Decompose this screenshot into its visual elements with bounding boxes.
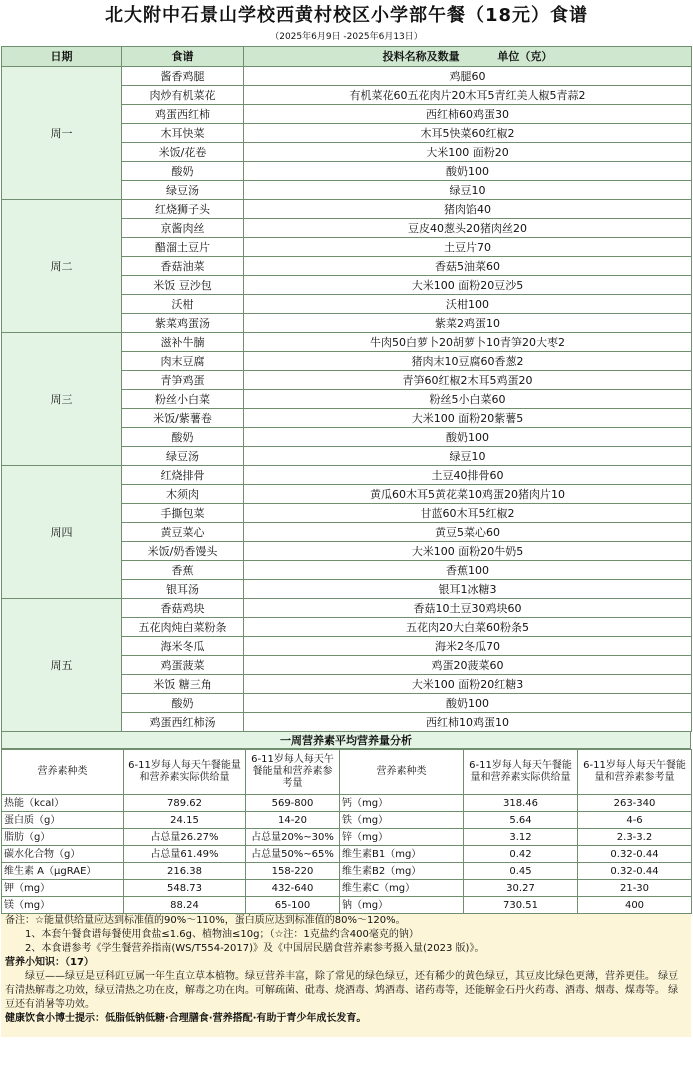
actual-value: 占总量61.49% [124,846,246,863]
dish-cell: 红烧排骨 [122,466,244,485]
page-title: 北大附中石景山学校西黄村校区小学部午餐（18元）食谱 [104,5,589,26]
nutrition-row [2,812,692,829]
nutrient-name: 钠（mg） [340,897,464,914]
health-tip: 健康饮食小博士提示：低脂低钠低糖·合理膳食·营养搭配·有助于青少年成长发育。 [5,1013,367,1024]
knowledge-heading: 营养小知识：（17） [5,957,94,968]
dish-cell: 银耳汤 [122,580,244,599]
dish-cell: 青笋鸡蛋 [122,371,244,390]
ingredients-cell: 西红柿10鸡蛋10 [244,713,692,732]
nutrition-header-actual2: 6-11岁每人每天午餐能量和营养素实际供给量 [464,750,578,795]
reference-value: 4-6 [578,812,692,829]
header-ingredients [244,47,692,67]
ingredients-cell: 酸奶100 [244,428,692,447]
date-range: （2025年6月9日 -2025年6月13日） [270,32,423,42]
menu-header-row [2,47,692,67]
dish-cell: 木耳快菜 [122,124,244,143]
nutrient-name: 维生素C（mg） [340,880,464,897]
actual-value: 0.45 [464,863,578,880]
reference-value: 569-800 [246,795,340,812]
reference-value: 432-640 [246,880,340,897]
reference-value: 占总量50%~65% [246,846,340,863]
header-unit-label: 单位（克） [497,50,553,63]
dish-cell: 香菇油菜 [122,257,244,276]
nutrition-row [2,880,692,897]
ingredients-cell: 银耳1冰糖3 [244,580,692,599]
dish-cell: 肉末豆腐 [122,352,244,371]
header-ingredients-label: 投料名称及数量 [382,50,460,63]
ingredients-cell: 猪肉馅40 [244,200,692,219]
ingredients-cell: 大米100 面粉20红糖3 [244,675,692,694]
nutrient-name: 维生素B2（mg） [340,863,464,880]
dish-cell: 鸡蛋西红柿汤 [122,713,244,732]
actual-value: 0.42 [464,846,578,863]
day-cell: 周二 [2,200,122,333]
nutrient-name: 脂肪（g） [2,829,124,846]
nutrient-name: 维生素 A（μgRAE） [2,863,124,880]
header-date: 日期 [2,47,122,67]
ingredients-cell: 紫菜2鸡蛋10 [244,314,692,333]
dish-cell: 海米冬瓜 [122,637,244,656]
dish-cell: 绿豆汤 [122,181,244,200]
nutrition-title: 一周营养素平均营养量分析 [1,732,691,749]
ingredients-cell: 豆皮40葱头20猪肉丝20 [244,219,692,238]
dish-cell: 鸡蛋西红柿 [122,105,244,124]
actual-value: 24.15 [124,812,246,829]
ingredients-cell: 西红柿60鸡蛋30 [244,105,692,124]
ingredients-cell: 酸奶100 [244,694,692,713]
dish-cell: 红烧狮子头 [122,200,244,219]
notes-section [1,914,691,1037]
ingredients-cell: 海米2冬瓜70 [244,637,692,656]
menu-row [2,333,692,352]
dish-cell: 粉丝小白菜 [122,390,244,409]
dish-cell: 酸奶 [122,162,244,181]
actual-value: 5.64 [464,812,578,829]
reference-value: 21-30 [578,880,692,897]
reference-value: 2.3-3.2 [578,829,692,846]
ingredients-cell: 香菇5油菜60 [244,257,692,276]
actual-value: 730.51 [464,897,578,914]
ingredients-cell: 五花肉20大白菜60粉条5 [244,618,692,637]
ingredients-cell: 大米100 面粉20 [244,143,692,162]
note-1: 1、本套午餐食谱每餐使用食盐≤1.6g、植物油≤10g；（☆注：1克盐约含400毫克的钠） [25,929,419,940]
nutrition-table [1,749,692,914]
ingredients-cell: 大米100 面粉20牛奶5 [244,542,692,561]
nutrient-name: 蛋白质（g） [2,812,124,829]
menu-table [1,46,692,732]
day-cell: 周三 [2,333,122,466]
dish-cell: 香蕉 [122,561,244,580]
ingredients-cell: 鸡蛋20菠菜60 [244,656,692,675]
ingredients-cell: 绿豆10 [244,447,692,466]
dish-cell: 京酱肉丝 [122,219,244,238]
nutrition-row [2,846,692,863]
menu-row [2,599,692,618]
dish-cell: 米饭 豆沙包 [122,276,244,295]
nutrition-row [2,829,692,846]
menu-row [2,466,692,485]
actual-value: 30.27 [464,880,578,897]
dish-cell: 滋补牛腩 [122,333,244,352]
dish-cell: 米饭/花卷 [122,143,244,162]
ingredients-cell: 牛肉50白萝卜20胡萝卜10青笋20大枣2 [244,333,692,352]
day-cell: 周四 [2,466,122,599]
dish-cell: 香菇鸡块 [122,599,244,618]
nutrition-header-actual: 6-11岁每人每天午餐能量和营养素实际供给量 [124,750,246,795]
menu-row [2,200,692,219]
nutrition-header-row [2,750,692,795]
ingredients-cell: 黄豆5菜心60 [244,523,692,542]
nutrient-name: 碳水化合物（g） [2,846,124,863]
nutrient-name: 维生素B1（mg） [340,846,464,863]
ingredients-cell: 土豆40排骨60 [244,466,692,485]
ingredients-cell: 土豆片70 [244,238,692,257]
ingredients-cell: 绿豆10 [244,181,692,200]
reference-value: 0.32-0.44 [578,863,692,880]
nutrition-header-ref: 6-11岁每人每天午餐能量和营养素参考量 [246,750,340,795]
note-2: 2、本食谱参考《学生餐营养指南(WS/T554-2017)》及《中国居民膳食营养素参考摄入量(2023 版)》。 [25,943,485,954]
nutrient-name: 镁（mg） [2,897,124,914]
nutrient-name: 铁（mg） [340,812,464,829]
ingredients-cell: 木耳5快菜60红椒2 [244,124,692,143]
nutrient-name: 钾（mg） [2,880,124,897]
ingredients-cell: 香蕉100 [244,561,692,580]
ingredients-cell: 大米100 面粉20紫薯5 [244,409,692,428]
reference-value: 占总量20%~30% [246,829,340,846]
dish-cell: 黄豆菜心 [122,523,244,542]
dish-cell: 酸奶 [122,694,244,713]
actual-value: 548.73 [124,880,246,897]
dish-cell: 沃柑 [122,295,244,314]
dish-cell: 木须肉 [122,485,244,504]
nutrient-name: 热能（kcal） [2,795,124,812]
nutrition-header-kind2: 营养素种类 [340,750,464,795]
dish-cell: 米饭/紫薯卷 [122,409,244,428]
note-0: 备注：☆能量供给量应达到标准值的90%～110%，蛋白质应达到标准值的80%～120%。 [5,915,406,926]
nutrition-header-kind: 营养素种类 [2,750,124,795]
actual-value: 占总量26.27% [124,829,246,846]
day-cell: 周一 [2,67,122,200]
reference-value: 14-20 [246,812,340,829]
reference-value: 400 [578,897,692,914]
dish-cell: 米饭 糖三角 [122,675,244,694]
ingredients-cell: 青笋60红椒2木耳5鸡蛋20 [244,371,692,390]
actual-value: 88.24 [124,897,246,914]
actual-value: 789.62 [124,795,246,812]
dish-cell: 鸡蛋菠菜 [122,656,244,675]
dish-cell: 醋溜土豆片 [122,238,244,257]
ingredients-cell: 大米100 面粉20豆沙5 [244,276,692,295]
reference-value: 0.32-0.44 [578,846,692,863]
reference-value: 158-220 [246,863,340,880]
actual-value: 3.12 [464,829,578,846]
dish-cell: 米饭/奶香馒头 [122,542,244,561]
ingredients-cell: 粉丝5小白菜60 [244,390,692,409]
header-dish: 食谱 [122,47,244,67]
actual-value: 318.46 [464,795,578,812]
dish-cell: 五花肉炖白菜粉条 [122,618,244,637]
nutrient-name: 锌（mg） [340,829,464,846]
reference-value: 263-340 [578,795,692,812]
ingredients-cell: 香菇10土豆30鸡块60 [244,599,692,618]
ingredients-cell: 甘蓝60木耳5红椒2 [244,504,692,523]
ingredients-cell: 酸奶100 [244,162,692,181]
dish-cell: 酸奶 [122,428,244,447]
nutrition-row [2,795,692,812]
knowledge-body: 绿豆——绿豆是豆科豇豆属一年生直立草本植物。绿豆营养丰富，除了常见的绿色绿豆，还有稀少的黄色绿豆，其豆皮比绿色更薄，营养更佳。 绿豆有清热解毒之功效，绿豆清热之功在皮，解毒之功在肉。可解疏菌、砒毒、烧酒毒、鸩酒毒、诸药毒等，还能解金石丹火药毒、酒毒、烟毒、煤毒等。 绿豆还有消暑等功效。 [5,971,679,1010]
dish-cell: 手撕包菜 [122,504,244,523]
dish-cell: 肉炒有机菜花 [122,86,244,105]
dish-cell: 绿豆汤 [122,447,244,466]
nutrient-name: 钙（mg） [340,795,464,812]
nutrition-row [2,897,692,914]
ingredients-cell: 黄瓜60木耳5黄花菜10鸡蛋20猪肉片10 [244,485,692,504]
nutrition-row [2,863,692,880]
reference-value: 65-100 [246,897,340,914]
ingredients-cell: 鸡腿60 [244,67,692,86]
ingredients-cell: 有机菜花60五花肉片20木耳5青红美人椒5青蒜2 [244,86,692,105]
dish-cell: 酱香鸡腿 [122,67,244,86]
actual-value: 216.38 [124,863,246,880]
day-cell: 周五 [2,599,122,732]
nutrition-header-ref2: 6-11岁每人每天午餐能量和营养素参考量 [578,750,692,795]
dish-cell: 紫菜鸡蛋汤 [122,314,244,333]
ingredients-cell: 猪肉末10豆腐60香葱2 [244,352,692,371]
menu-row [2,67,692,86]
ingredients-cell: 沃柑100 [244,295,692,314]
